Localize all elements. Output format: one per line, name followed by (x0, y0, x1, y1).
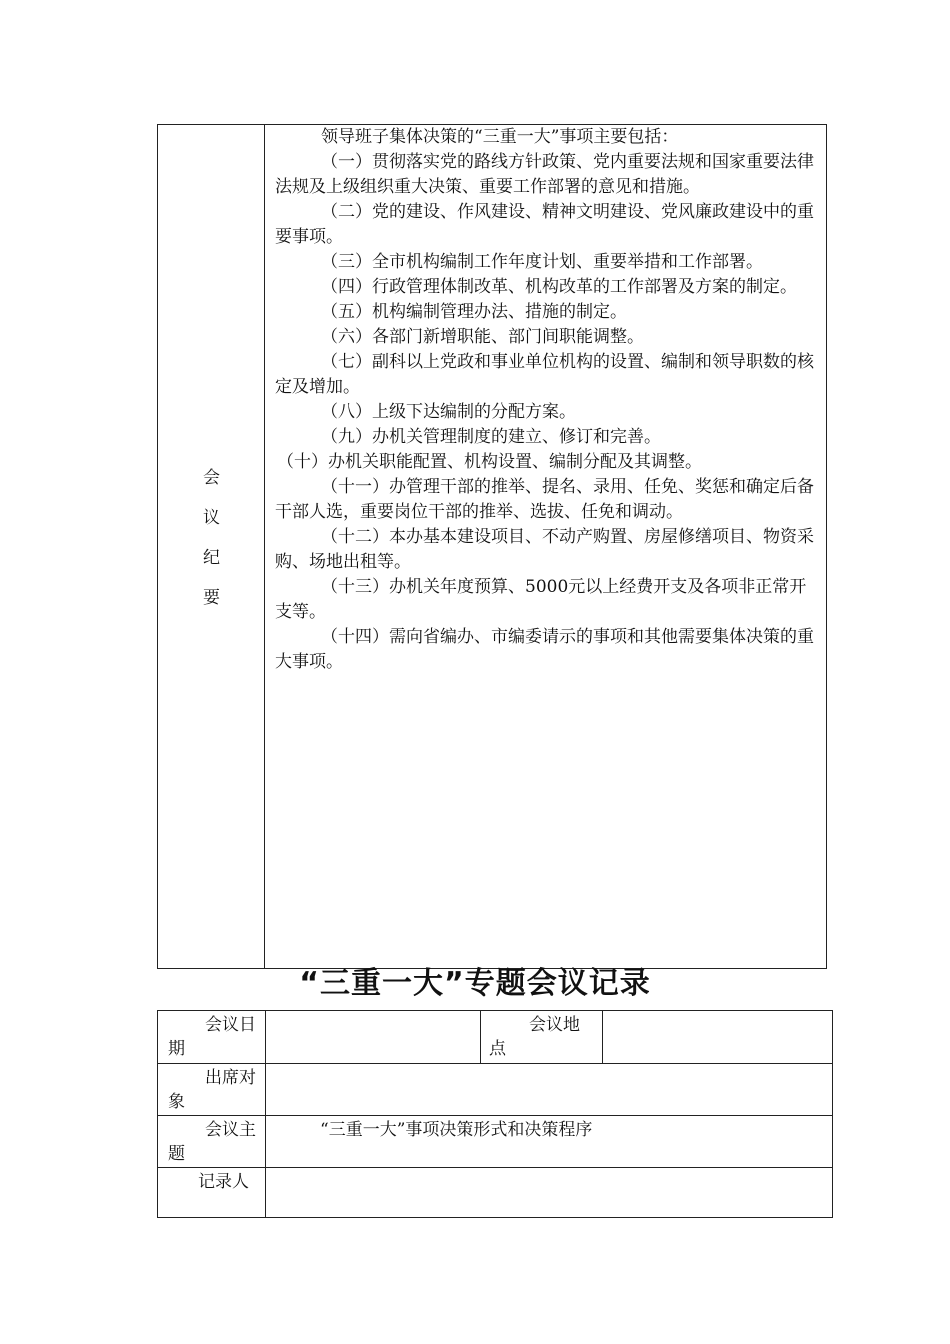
summary-label-column (158, 125, 265, 968)
place-label: 会议地点 (481, 1011, 603, 1063)
summary-paragraph: （五）机构编制管理办法、措施的制定。 (321, 302, 627, 322)
record-row-date (158, 1011, 832, 1064)
meeting-record-table (157, 1010, 833, 1218)
date-value[interactable] (266, 1011, 481, 1063)
summary-paragraph: （十一）办管理干部的推举、提名、录用、任免、奖惩和确定后备干部人选，重要岗位干部的推举、选拔、任免和调动。 (275, 477, 814, 522)
summary-paragraph: （十二）本办基本建设项目、不动产购置、房屋修缮项目、物资采购、场地出租等。 (275, 527, 814, 572)
summary-paragraph: （七）副科以上党政和事业单位机构的设置、编制和领导职数的核定及增加。 (275, 352, 814, 397)
summary-label-char: 要 (203, 588, 220, 608)
summary-label (158, 458, 265, 618)
summary-label-char: 议 (203, 508, 220, 528)
date-label: 会议日期 (158, 1011, 266, 1063)
summary-paragraph: （九）办机关管理制度的建立、修订和完善。 (321, 427, 661, 447)
record-title: “三重一大”专题会议记录 (299, 966, 651, 1001)
summary-paragraph: （四）行政管理体制改革、机构改革的工作部署及方案的制定。 (321, 277, 797, 297)
summary-label-char: 纪 (203, 548, 220, 568)
summary-label-char: 会 (203, 468, 220, 488)
attendees-label: 出席对象 (158, 1064, 266, 1115)
summary-paragraph: （三）全市机构编制工作年度计划、重要举措和工作部署。 (321, 252, 763, 272)
summary-paragraph: 领导班子集体决策的“三重一大”事项主要包括： (321, 127, 679, 147)
recorder-label: 记录人 (158, 1168, 266, 1217)
record-row-attendees (158, 1064, 832, 1116)
summary-paragraph: （二）党的建设、作风建设、精神文明建设、党风廉政建设中的重要事项。 (275, 202, 814, 247)
summary-paragraph: （十）办机关职能配置、机构设置、编制分配及其调整。 (277, 452, 702, 472)
summary-paragraph: （八）上级下达编制的分配方案。 (321, 402, 576, 422)
attendees-value[interactable] (266, 1064, 832, 1115)
summary-paragraph: （十三）办机关年度预算、5000元以上经费开支及各项非正常开支等。 (275, 577, 807, 622)
summary-paragraph: （十四）需向省编办、市编委请示的事项和其他需要集体决策的重大事项。 (275, 627, 814, 672)
meeting-summary-table (157, 124, 827, 969)
summary-paragraph: （一）贯彻落实党的路线方针政策、党内重要法规和国家重要法律法规及上级组织重大决策、重要工作部署的意见和措施。 (275, 152, 814, 197)
record-row-recorder (158, 1168, 832, 1217)
summary-paragraph: （六）各部门新增职能、部门间职能调整。 (321, 327, 644, 347)
record-row-topic (158, 1116, 832, 1168)
place-value[interactable] (603, 1011, 832, 1063)
topic-label: 会议主题 (158, 1116, 266, 1167)
summary-content (275, 125, 818, 675)
topic-value[interactable]: “三重一大”事项决策形式和决策程序 (320, 1120, 593, 1140)
recorder-value[interactable] (266, 1168, 832, 1217)
